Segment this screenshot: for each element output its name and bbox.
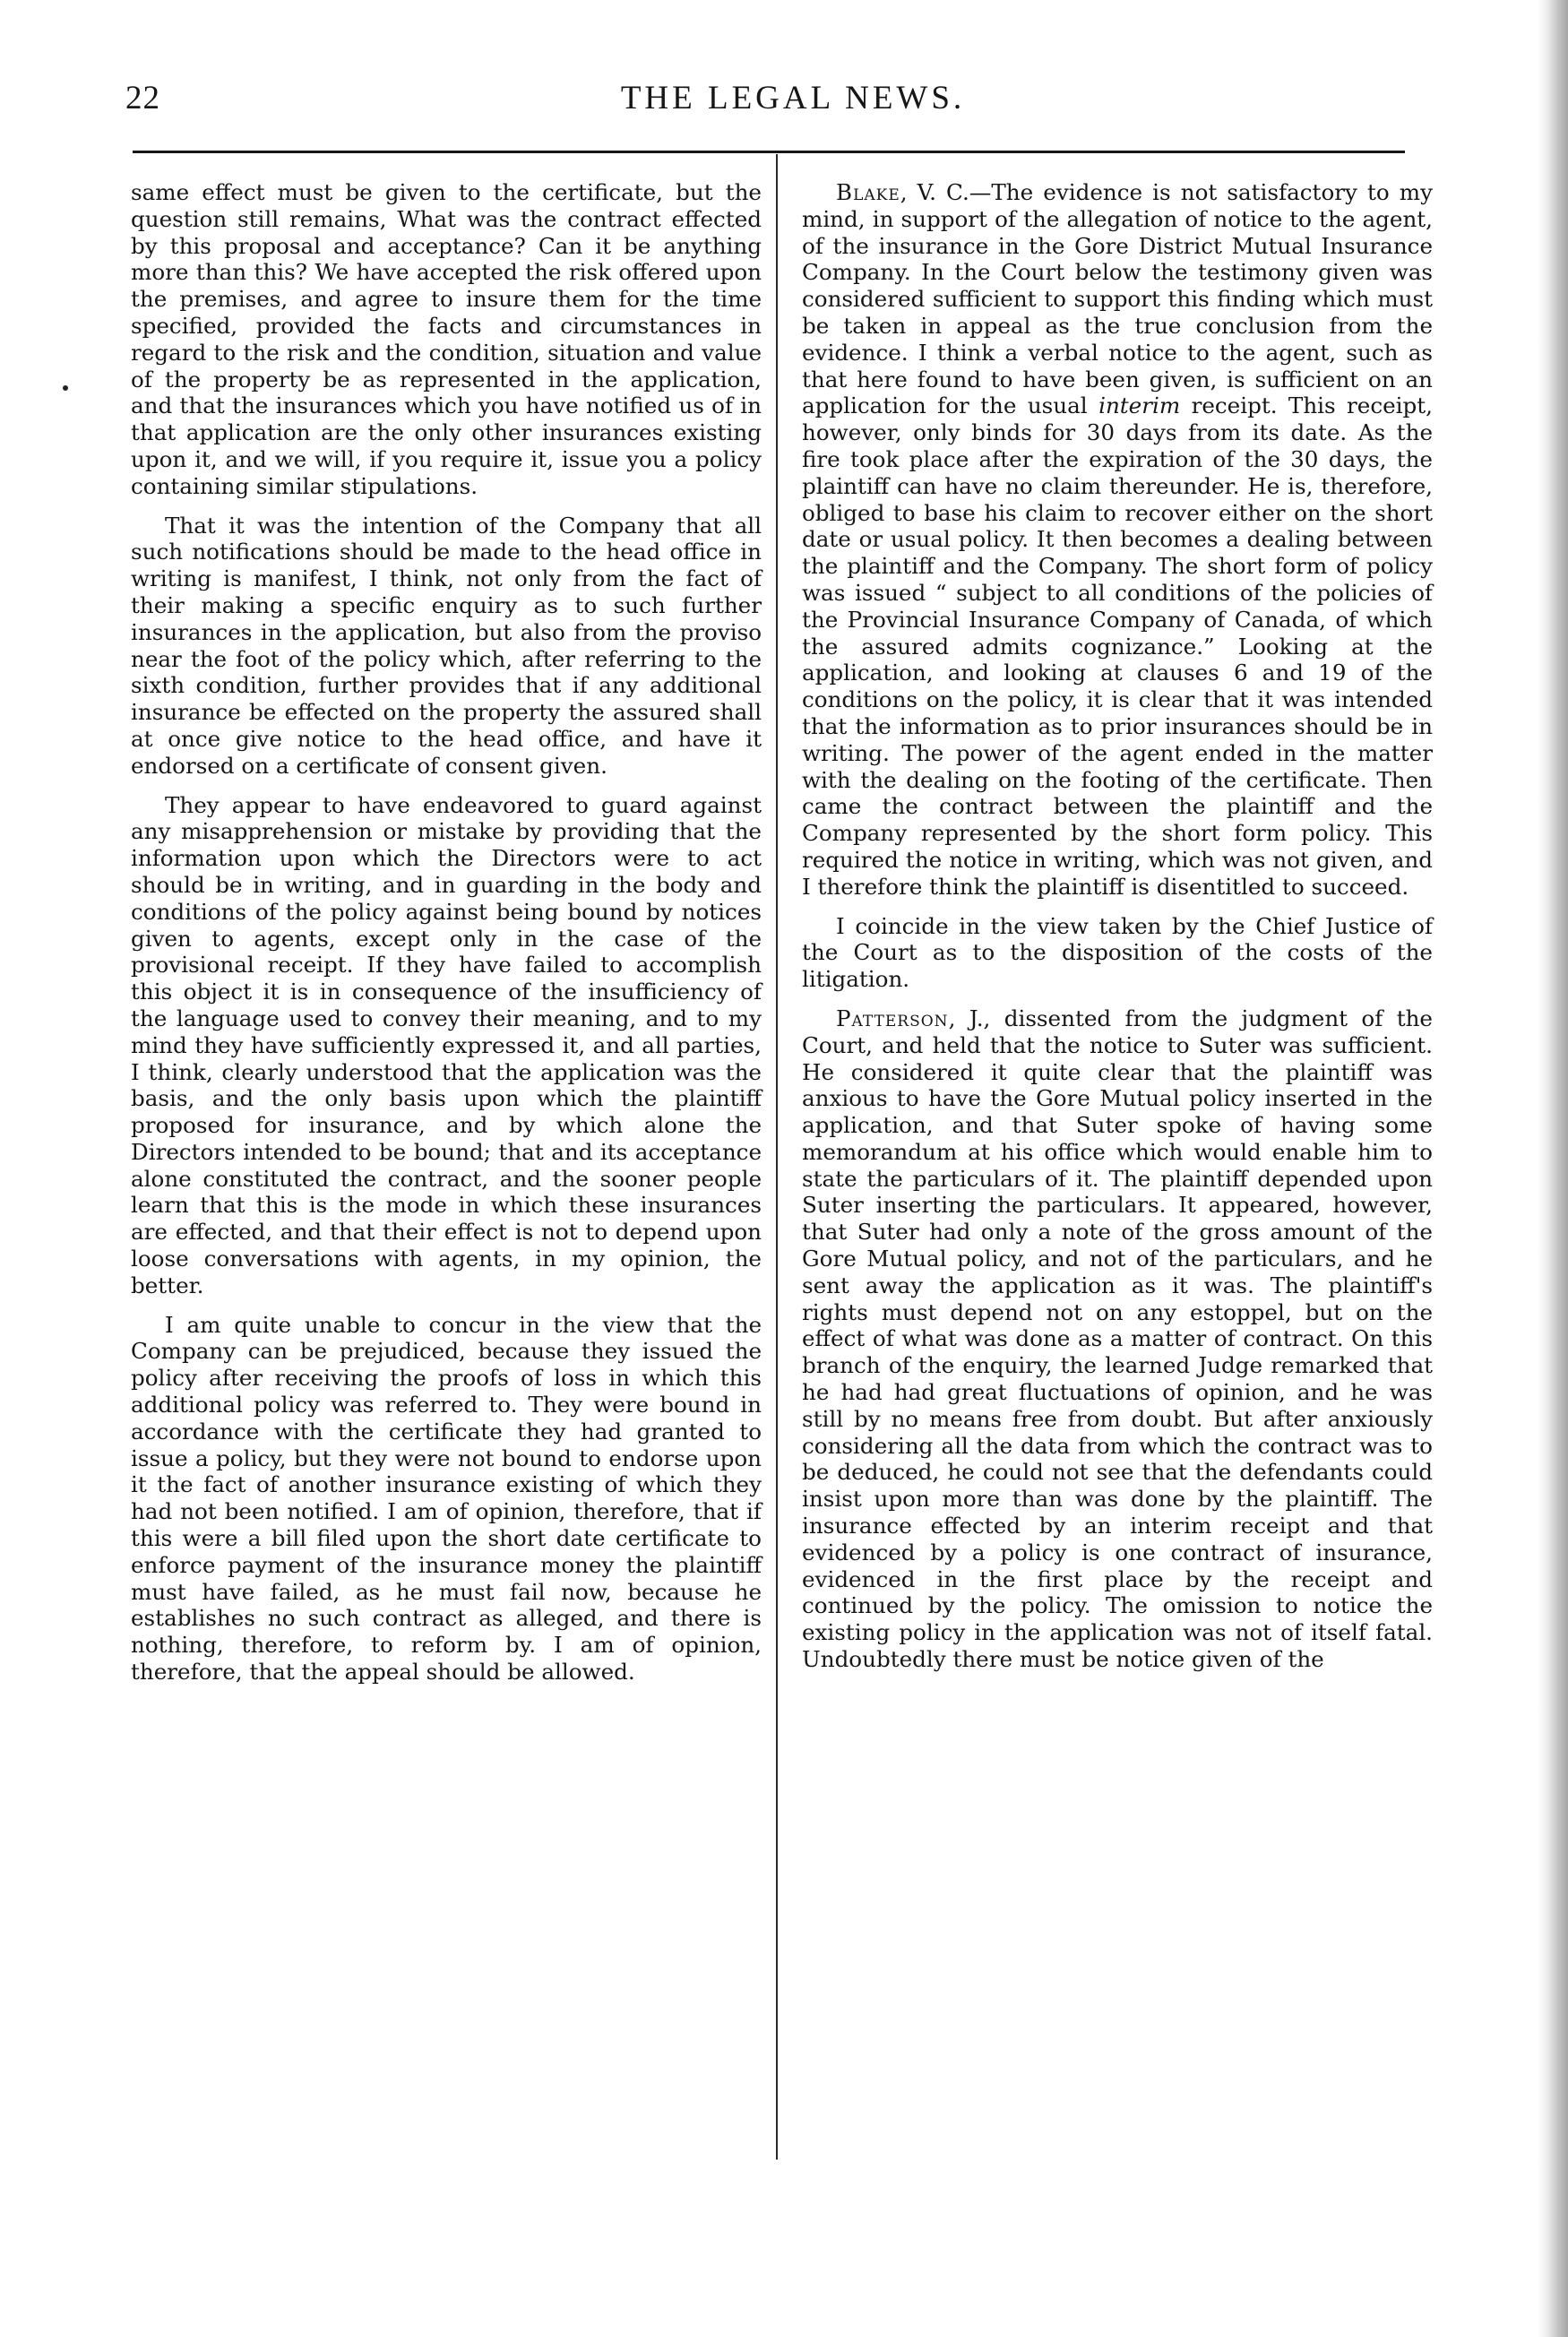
right-column: [802, 179, 1433, 1686]
header-rule: [133, 151, 1405, 153]
column-divider: [776, 154, 778, 2160]
ink-speck: [63, 385, 68, 391]
page-edge-shadow: [1538, 0, 1568, 2337]
paragraph: same effect must be given to the certificate, but the question still remains, What was the contract effected by this proposal and acceptance? Can it be anything more than this? We have accepted the risk offered upon the premises, and agree to insure them for the time specified, provided the facts and circumstances in regard to the risk and the condition, situation and value of the property be as represented in the application, and that the insurances which you have notified us of in that application are the only other insurances existing upon it, and we will, if you require it, issue you a policy containing similar stipulations.: [131, 179, 762, 499]
page-number: 22: [125, 80, 160, 116]
paragraph: They appear to have endeavored to guard against any misapprehension or mistake by providing that the information upon which the Directors were to act should be in writing, and in guarding in the body and conditions of the policy against being bound by notices given to agents, except only in the case of the provisional receipt. If they have failed to accomplish this object it is in consequence of the insufficiency of the language used to convey their meaning, and to my mind they have sufficiently expressed it, and all parties, I think, clearly understood that the application was the basis, and the only basis upon which the plaintiff proposed for insurance, and by which alone the Directors intended to be bound; that and its acceptance alone constituted the contract, and the sooner people learn that this is the mode in which these insurances are effected, and that their effect is not to depend upon loose conversations with agents, in my opinion, the better.: [131, 791, 762, 1298]
paragraph: That it was the intention of the Company that all such notifications should be made to the head office in writing is manifest, I think, not only from the fact of their making a specific enquiry as to such further insurances in the application, but also from the proviso near the foot of the policy which, after referring to the sixth condition, further provides that if any additional insurance be effected on the property the assured shall at once give notice to the head office, and have it endorsed on a certificate of consent given.: [131, 512, 762, 779]
paragraph-blake: [802, 179, 1433, 901]
paragraph-patterson: [802, 1005, 1433, 1673]
paragraph: I coincide in the view taken by the Chief Justice of the Court as to the disposition of the costs of the litigation.: [802, 912, 1433, 993]
italic-term: interim: [1098, 392, 1181, 419]
paragraph-text: receipt. This receipt, however, only binds for 30 days from its date. As the fire took place after the expiration of the 30 days, the plaintiff can have no claim thereunder. He is, therefore, obliged to base his claim to recover either on the short date or usual policy. It then becomes a dealing between the plaintiff and the Company. The short form of policy was issued “ subject to all conditions of the policies of the Provincial Insurance Company of Canada, of which the assured admits cognizance.” Looking at the application, and looking at clauses 6 and 19 of the conditions on the policy, it is clear that it was intended that the information as to prior insurances should be in writing. The power of the agent ended in the matter with the dealing on the footing of the certificate. Then came the contract between the plaintiff and the Company represented by the short form policy. This required the notice in writing, which was not given, and I therefore think the plaintiff is disentitled to succeed.: [802, 392, 1433, 900]
paragraph: I am quite unable to concur in the view that the Company can be prejudiced, because they issued the policy after receiving the proofs of loss in which this additional policy was referred to. They were bound in accordance with the certificate they had granted to issue a policy, but they were not bound to endorse upon it the fact of another insurance existing of which they had not been notified. I am of opinion, therefore, that if this were a bill filed upon the short date certificate to enforce payment of the insurance money the plaintiff must have failed, as he must fail now, because he establishes no such contract as alleged, and there is nothing, therefore, to reform by. I am of opinion, therefore, that the appeal should be allowed.: [131, 1311, 762, 1686]
left-column: [131, 179, 762, 1698]
running-title: THE LEGAL NEWS.: [620, 80, 966, 116]
judge-name: Patterson: [836, 1005, 949, 1031]
paragraph-text: , V. C.—The evidence is not satisfactory to my mind, in support of the allegation of notice to the agent, of the insurance in the Gore District Mutual Insurance Company. In the Court below the testimony given was considered sufficient to support this finding which must be taken in appeal as the true conclusion from the evidence. I think a verbal notice to the agent, such as that here found to have been given, is sufficient on an application for the usual: [802, 179, 1433, 419]
paragraph-text: , J., dissented from the judgment of the Court, and held that the notice to Suter was sufficient. He considered it quite clear that the plaintiff was anxious to have the Gore Mutual policy inserted in the application, and that Suter spoke of having some memorandum at his office which would enable him to state the particulars of it. The plaintiff depended upon Suter inserting the particulars. It appeared, however, that Suter had only a note of the gross amount of the Gore Mutual policy, and not of the particulars, and he sent away the application as it was. The plaintiff's rights must depend not on any estoppel, but on the effect of what was done as a matter of contract. On this branch of the enquiry, the learned Judge remarked that he had had great fluctuations of opinion, and he was still by no means free from doubt. But after anxiously considering all the data from which the contract was to be deduced, he could not see that the defendants could insist upon more than was done by the plaintiff. The insurance effected by an interim receipt and that evidenced by a policy is one contract of insurance, evidenced in the first place by the receipt and continued by the policy. The omission to notice the existing policy in the application was not of itself fatal. Undoubtedly there must be notice given of the: [802, 1005, 1433, 1673]
judge-name: Blake: [836, 179, 900, 205]
